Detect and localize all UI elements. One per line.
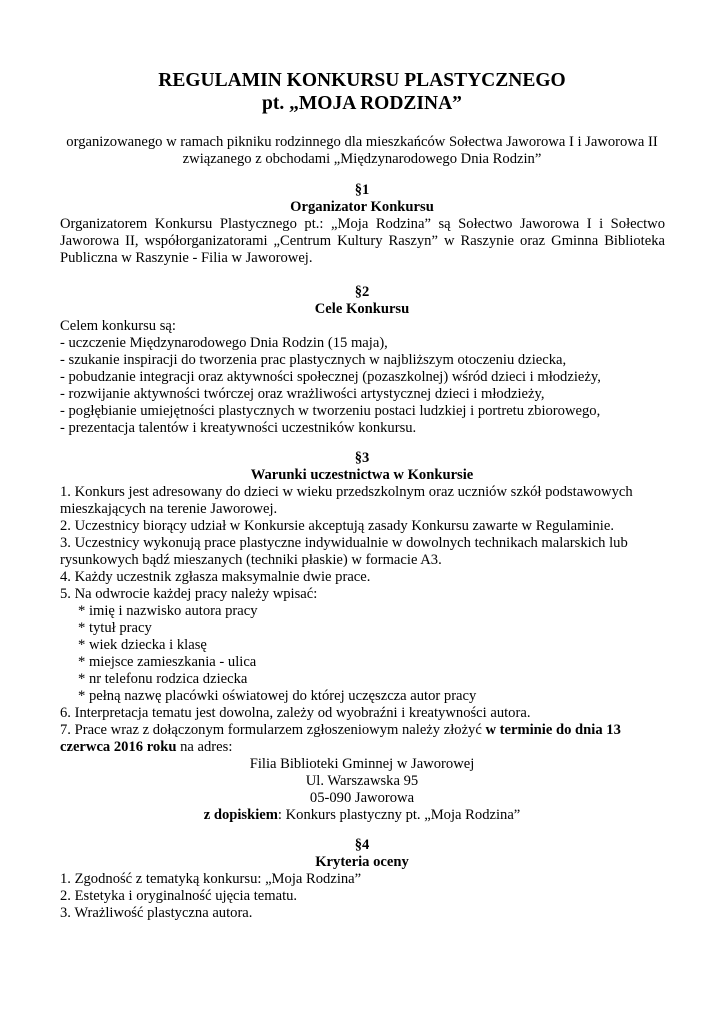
address-line: 05-090 Jaworowa: [309, 790, 415, 806]
condition-6: 6. Interpretacja tematu jest dowolna, zależy od wyobraźni i kreatywności autora.: [60, 705, 531, 721]
list-item: 2. Estetyka i oryginalność ujęcia tematu.: [60, 888, 298, 904]
address-note-bold: z dopiskiem: [203, 807, 278, 823]
list-item: - rozwijanie aktywności twórczej oraz wrażliwości artystycznej dzieci i młodzieży,: [60, 386, 545, 402]
list-item: * nr telefonu rodzica dziecka: [78, 671, 248, 687]
condition-5: 5. Na odwrocie każdej pracy należy wpisać:: [60, 586, 318, 602]
section-3-number: §3: [354, 450, 370, 466]
condition-1-line1: 1. Konkurs jest adresowany do dzieci w wieku przedszkolnym oraz uczniów szkół podstawowych: [60, 484, 633, 500]
list-item: - pogłębianie umiejętności plastycznych w tworzeniu postaci ludzkiej i portretu zbiorowego,: [60, 403, 601, 419]
condition-7-text: 7. Prace wraz z dołączonym formularzem zgłoszeniowym należy złożyć: [60, 722, 486, 738]
subtitle-line1: organizowanego w ramach pikniku rodzinnego dla mieszkańców Sołectwa Jaworowa I i Jaworowa II: [66, 134, 658, 150]
list-item: * miejsce zamieszkania - ulica: [78, 654, 257, 670]
section-1-number: §1: [354, 182, 370, 198]
section-1-body: Organizatorem Konkursu Plastycznego pt.: „Moja Rodzina” są Sołectwo Jaworowa I i Sołectwo Jaworowa II, współorganizatorami „Centrum Kultury Raszyn” w Raszynie oraz Gminna Biblioteka Publiczna w Raszynie - Filia w Jaworowej.: [60, 216, 665, 266]
condition-4: 4. Każdy uczestnik zgłasza maksymalnie dwie prace.: [60, 569, 371, 585]
address-line: Ul. Warszawska 95: [305, 773, 419, 789]
condition-3-line1: 3. Uczestnicy wykonują prace plastyczne indywidualnie w dowolnych technikach malarskich lub: [60, 535, 628, 551]
condition-2: 2. Uczestnicy biorący udział w Konkursie akceptują zasady Konkursu zawarte w Regulaminie.: [60, 518, 614, 534]
address-note-text: : Konkurs plastyczny pt. „Moja Rodzina”: [277, 807, 521, 823]
list-item: - szukanie inspiracji do tworzenia prac plastycznych w najbliższym otoczeniu dziecka,: [60, 352, 567, 368]
subtitle-line2: związanego z obchodami „Międzynarodowego Dnia Rodzin”: [182, 151, 542, 167]
section-2-heading: Cele Konkursu: [314, 301, 410, 317]
list-item: - uczczenie Międzynarodowego Dnia Rodzin (15 maja),: [60, 335, 388, 351]
section-2-number: §2: [354, 284, 370, 300]
condition-7-line2: [60, 739, 232, 756]
section-3-heading: Warunki uczestnictwa w Konkursie: [250, 467, 474, 483]
deadline-bold-1: w terminie do dnia 13: [485, 722, 621, 738]
section-4-number: §4: [354, 837, 370, 853]
section-4-heading: Kryteria oceny: [315, 854, 409, 870]
list-item: * wiek dziecka i klasę: [78, 637, 207, 653]
list-item: 3. Wrażliwość plastyczna autora.: [60, 905, 253, 921]
document-title-line1: REGULAMIN KONKURSU PLASTYCZNEGO: [158, 70, 566, 91]
list-item: * tytuł pracy: [78, 620, 152, 636]
list-item: * imię i nazwisko autora pracy: [78, 603, 258, 619]
section-1-heading: Organizator Konkursu: [290, 199, 434, 215]
list-item: - pobudzanie integracji oraz aktywności społecznej (pozaszkolnej) wśród dzieci i młodzieży,: [60, 369, 601, 385]
list-item: 1. Zgodność z tematyką konkursu: „Moja Rodzina”: [60, 871, 362, 887]
condition-7-tail: na adres:: [176, 739, 233, 755]
condition-1-line2: mieszkających na terenie Jaworowej.: [60, 501, 278, 517]
address-note: [60, 807, 664, 824]
deadline-bold-2: czerwca 2016 roku: [60, 739, 177, 755]
list-item: - prezentacja talentów i kreatywności uczestników konkursu.: [60, 420, 417, 436]
document-title-line2: pt. „MOJA RODZINA”: [262, 93, 462, 114]
condition-3-line2: rysunkowych bądź mieszanych (techniki płaskie) w formacie A3.: [60, 552, 442, 568]
list-item: * pełną nazwę placówki oświatowej do której uczęszcza autor pracy: [78, 688, 477, 704]
section-2-intro: Celem konkursu są:: [60, 318, 176, 334]
condition-7-line1: [60, 722, 621, 739]
address-line: Filia Biblioteki Gminnej w Jaworowej: [249, 756, 475, 772]
